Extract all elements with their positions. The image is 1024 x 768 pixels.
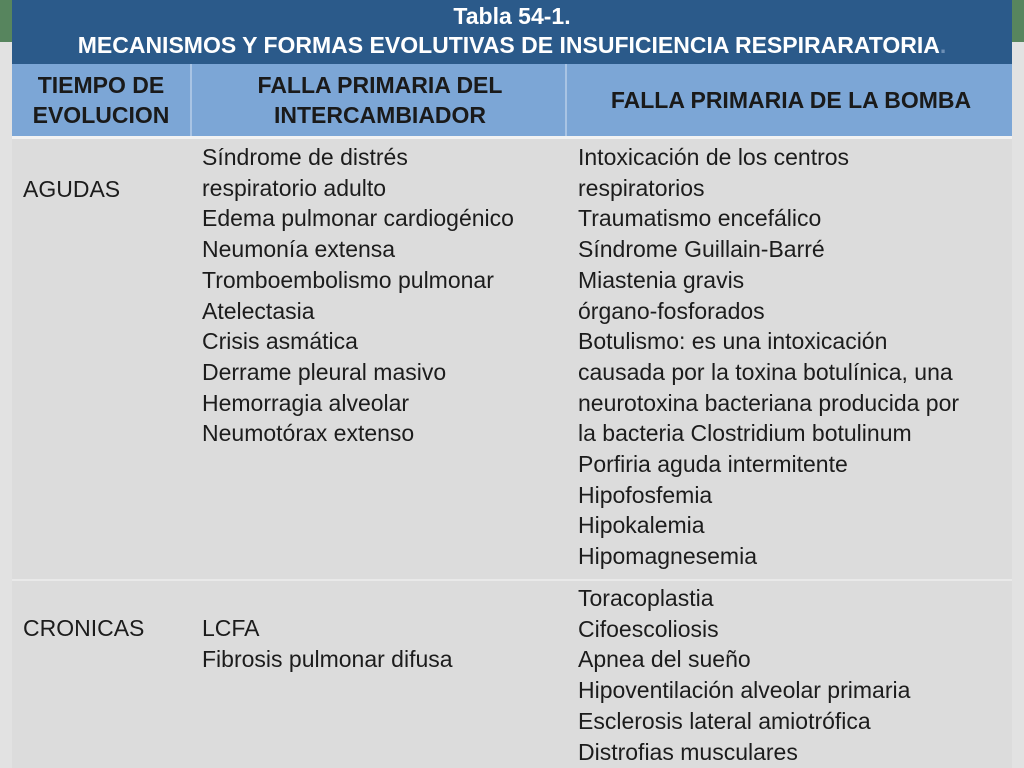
list-item: Hipokalemia: [578, 512, 705, 539]
header-col1-line2: EVOLUCION: [32, 102, 170, 128]
cronicas-bomba-list: [578, 583, 910, 767]
agudas-intercambiador-list: [202, 142, 514, 449]
header-col1-line1: TIEMPO DE: [37, 72, 165, 98]
title-bar: [12, 0, 1012, 64]
list-item: respiratorios: [578, 174, 705, 201]
row-label-agudas: AGUDAS: [23, 176, 121, 202]
row-separator: [12, 579, 1012, 581]
list-item: LCFA: [202, 615, 260, 641]
title-trailing-dot: .: [939, 32, 947, 58]
list-item: causada por la toxina botulínica, una: [578, 358, 953, 385]
list-item: neurotoxina bacteriana producida por: [578, 389, 960, 416]
list-item: Edema pulmonar cardiogénico: [202, 205, 514, 232]
header-divider: [565, 64, 567, 136]
table-title: [12, 30, 1012, 60]
list-item: Derrame pleural masivo: [202, 358, 447, 385]
list-item: Tromboembolismo pulmonar: [202, 266, 494, 293]
list-item: Esclerosis lateral amiotrófica: [578, 707, 871, 734]
cronicas-intercambiador-list: [202, 613, 453, 674]
list-item: Atelectasia: [202, 297, 315, 324]
list-item: Miastenia gravis: [578, 266, 745, 293]
header-col3-text: FALLA PRIMARIA DE LA BOMBA: [610, 87, 972, 113]
row-label-cronicas: CRONICAS: [23, 615, 145, 641]
header-col2-line1: FALLA PRIMARIA DEL: [257, 72, 503, 98]
list-item: Toracoplastia: [578, 585, 714, 611]
list-item: Hipomagnesemia: [578, 543, 757, 570]
table-title-text: MECANISMOS Y FORMAS EVOLUTIVAS DE INSUFICIENCIA RESPIRARATORIA: [77, 32, 940, 58]
header-body-separator: [12, 136, 1012, 139]
list-item: la bacteria Clostridium botulinum: [578, 420, 912, 447]
list-item: Hipofosfemia: [578, 481, 713, 508]
header-falla-bomba: [570, 64, 1012, 136]
list-item: Intoxicación de los centros: [578, 144, 850, 170]
list-item: Distrofias musculares: [578, 738, 798, 765]
list-item: Crisis asmática: [202, 328, 358, 355]
list-item: respiratorio adulto: [202, 174, 387, 201]
list-item: Hipoventilación alveolar primaria: [578, 677, 911, 704]
table-header-row: [12, 64, 1012, 136]
header-falla-intercambiador: [195, 64, 565, 136]
header-col2-line2: INTERCAMBIADOR: [273, 102, 487, 128]
list-item: Neumonía extensa: [202, 236, 396, 263]
list-item: Neumotórax extenso: [202, 420, 415, 447]
header-tiempo-evolucion: [12, 64, 190, 136]
table-body: [12, 136, 1012, 768]
list-item: Hemorragia alveolar: [202, 389, 410, 416]
list-item: Cifoescoliosis: [578, 615, 719, 642]
list-item: Porfiria aguda intermitente: [578, 451, 848, 478]
list-item: Síndrome Guillain-Barré: [578, 236, 825, 263]
list-item: Fibrosis pulmonar difusa: [202, 645, 453, 672]
list-item: órgano-fosforados: [578, 297, 765, 324]
list-item: Botulismo: es una intoxicación: [578, 328, 888, 355]
list-item: Síndrome de distrés: [202, 144, 408, 170]
left-accent-bar: [0, 0, 12, 42]
header-divider: [190, 64, 192, 136]
table-number: Tabla 54-1.: [453, 3, 571, 29]
list-item: Apnea del sueño: [578, 646, 751, 673]
right-accent-bar: [1012, 0, 1024, 42]
agudas-bomba-list: [578, 142, 959, 572]
list-item: Traumatismo encefálico: [578, 205, 822, 232]
